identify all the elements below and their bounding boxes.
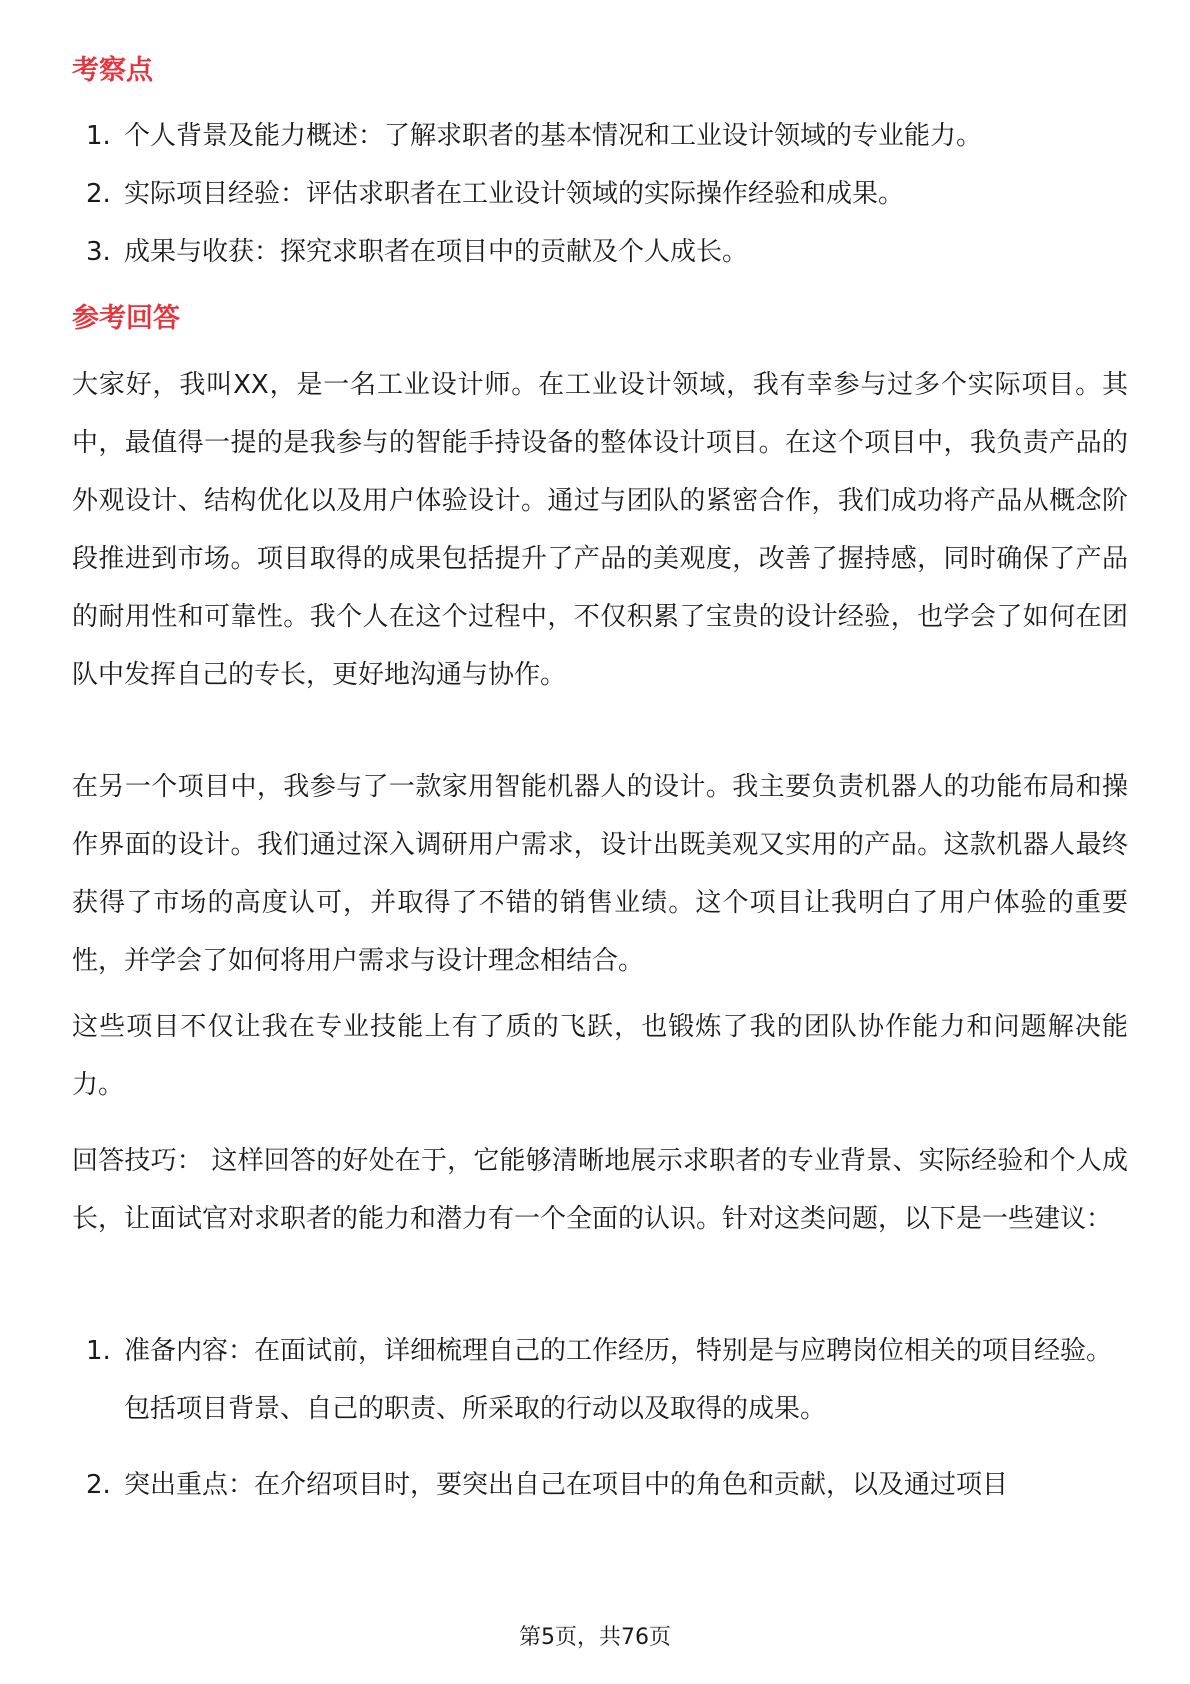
list-item-text: 成果与收获：探究求职者在项目中的贡献及个人成长。 (124, 237, 749, 267)
list-item-number: 2. (86, 179, 111, 209)
list-item-text: 突出重点：在介绍项目时，要突出自己在项目中的角色和贡献，以及通过项目 (124, 1470, 1009, 1500)
answer-paragraph-2: 在另一个项目中，我参与了一款家用智能机器人的设计。我主要负责机器人的功能布局和操作界面的设计。我们通过深入调研用户需求，设计出既美观又实用的产品。这款机器人最终获得了市场的高度认可，并取得了不错的销售业绩。这个项目让我明白了用户体验的重要性，并学会了如何将用户需求与设计理念相结合。 (72, 772, 1128, 976)
list-item (72, 107, 982, 165)
answer-paragraph-1: 大家好，我叫XX，是一名工业设计师。在工业设计领域，我有幸参与过多个实际项目。其中，最值得一提的是我参与的智能手持设备的整体设计项目。在这个项目中，我负责产品的外观设计、结构优化以及用户体验设计。通过与团队的紧密合作，我们成功将产品从概念阶段推进到市场。项目取得的成果包括提升了产品的美观度，改善了握持感，同时确保了产品的耐用性和可靠性。我个人在这个过程中，不仅积累了宝贵的设计经验，也学会了如何在团队中发挥自己的专长，更好地沟通与协作。 (72, 370, 1128, 690)
list-item-number: 1. (86, 1336, 111, 1366)
list-item-number: 2. (86, 1470, 111, 1500)
list-item-number: 3. (86, 237, 111, 267)
answer-paragraph-3: 这些项目不仅让我在专业技能上有了质的飞跃，也锻炼了我的团队协作能力和问题解决能力。 (72, 1012, 1128, 1100)
list-item (72, 1322, 1128, 1438)
answer-tips-paragraph: 回答技巧： 这样回答的好处在于，它能够清晰地展示求职者的专业背景、实际经验和个人成长，让面试官对求职者的能力和潜力有一个全面的认识。针对这类问题，以下是一些建议： (72, 1146, 1128, 1234)
list-item (72, 1456, 1128, 1514)
list-item (72, 223, 982, 281)
list-item-number: 1. (86, 121, 111, 151)
exam-points-list (72, 107, 982, 281)
exam-points-heading: 考察点 (72, 55, 153, 86)
list-item-text: 实际项目经验：评估求职者在工业设计领域的实际操作经验和成果。 (124, 179, 905, 209)
list-item-text: 准备内容：在面试前，详细梳理自己的工作经历，特别是与应聘岗位相关的项目经验。包括项目背景、自己的职责、所采取的行动以及取得的成果。 (124, 1336, 1113, 1424)
list-item (72, 165, 982, 223)
list-item-text: 个人背景及能力概述：了解求职者的基本情况和工业设计领域的专业能力。 (124, 121, 983, 151)
tips-list (72, 1322, 1128, 1514)
page-number-footer: 第5页，共76页 (519, 1625, 671, 1650)
reference-answer-heading: 参考回答 (72, 303, 180, 334)
